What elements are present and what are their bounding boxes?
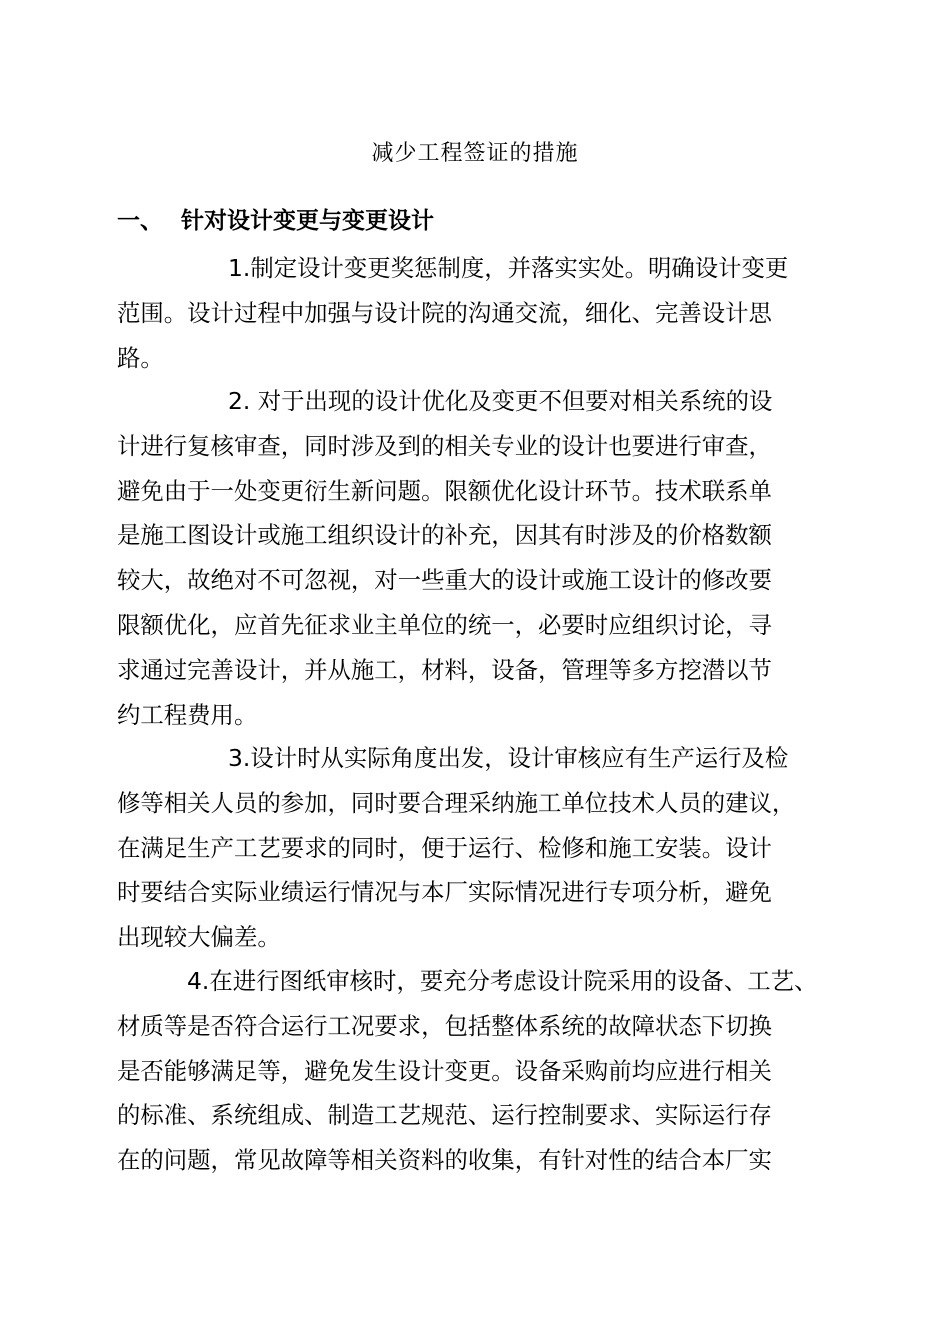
paragraph-line: 4.在进行图纸审核时，要充分考虑设计院采用的设备、工艺、 (187, 967, 818, 995)
paragraph-line: 计进行复核审查，同时涉及到的相关专业的设计也要进行审查， (117, 431, 772, 460)
paragraph-line: 材质等是否符合运行工况要求，包括整体系统的故障状态下切换 (117, 1011, 772, 1040)
paragraph-line: 在满足生产工艺要求的同时，便于运行、检修和施工安装。设计 (117, 833, 772, 862)
paragraph-line: 路。 (117, 343, 164, 372)
paragraph-1 (117, 246, 839, 380)
paragraph-line: 是否能够满足等，避免发生设计变更。设备采购前均应进行相关 (117, 1056, 772, 1085)
paragraph-line: 范围。设计过程中加强与设计院的沟通交流，细化、完善设计思 (117, 298, 772, 327)
paragraph-line: 是施工图设计或施工组织设计的补充，因其有时涉及的价格数额 (117, 521, 772, 550)
paragraph-line: 限额优化，应首先征求业主单位的统一，必要时应组织讨论，寻 (117, 610, 772, 639)
paragraph-line: 避免由于一处变更衍生新问题。限额优化设计环节。技术联系单 (117, 476, 772, 505)
paragraph-line: 2. 对于出现的设计优化及变更不但要对相关系统的设 (228, 387, 773, 415)
section-number: 一、 (117, 208, 163, 234)
paragraph-line: 求通过完善设计，并从施工，材料，设备，管理等多方挖潜以节 (117, 655, 772, 684)
section-heading (117, 203, 434, 239)
paragraph-line: 3.设计时从实际角度出发，设计审核应有生产运行及检 (228, 744, 789, 772)
paragraph-line: 时要结合实际业绩运行情况与本厂实际情况进行专项分析，避免 (117, 878, 772, 907)
paragraph-3 (117, 736, 839, 960)
paragraph-2 (117, 379, 839, 737)
paragraph-line: 较大，故绝对不可忽视，对一些重大的设计或施工设计的修改要 (117, 566, 772, 595)
paragraph-line: 修等相关人员的参加，同时要合理采纳施工单位技术人员的建议， (117, 788, 796, 817)
paragraph-line: 出现较大偏差。 (117, 923, 281, 952)
paragraph-line: 的标准、系统组成、制造工艺规范、运行控制要求、实际运行存 (117, 1101, 772, 1130)
paragraph-line: 约工程费用。 (117, 700, 258, 729)
section-heading-text: 针对设计变更与变更设计 (181, 208, 434, 234)
paragraph-line: 1.制定设计变更奖惩制度，并落实实处。明确设计变更 (228, 254, 789, 282)
document-title: 减少工程签证的措施 (371, 141, 579, 166)
paragraph-line: 在的问题，常见故障等相关资料的收集，有针对性的结合本厂实 (117, 1146, 772, 1175)
paragraph-4 (117, 959, 839, 1183)
